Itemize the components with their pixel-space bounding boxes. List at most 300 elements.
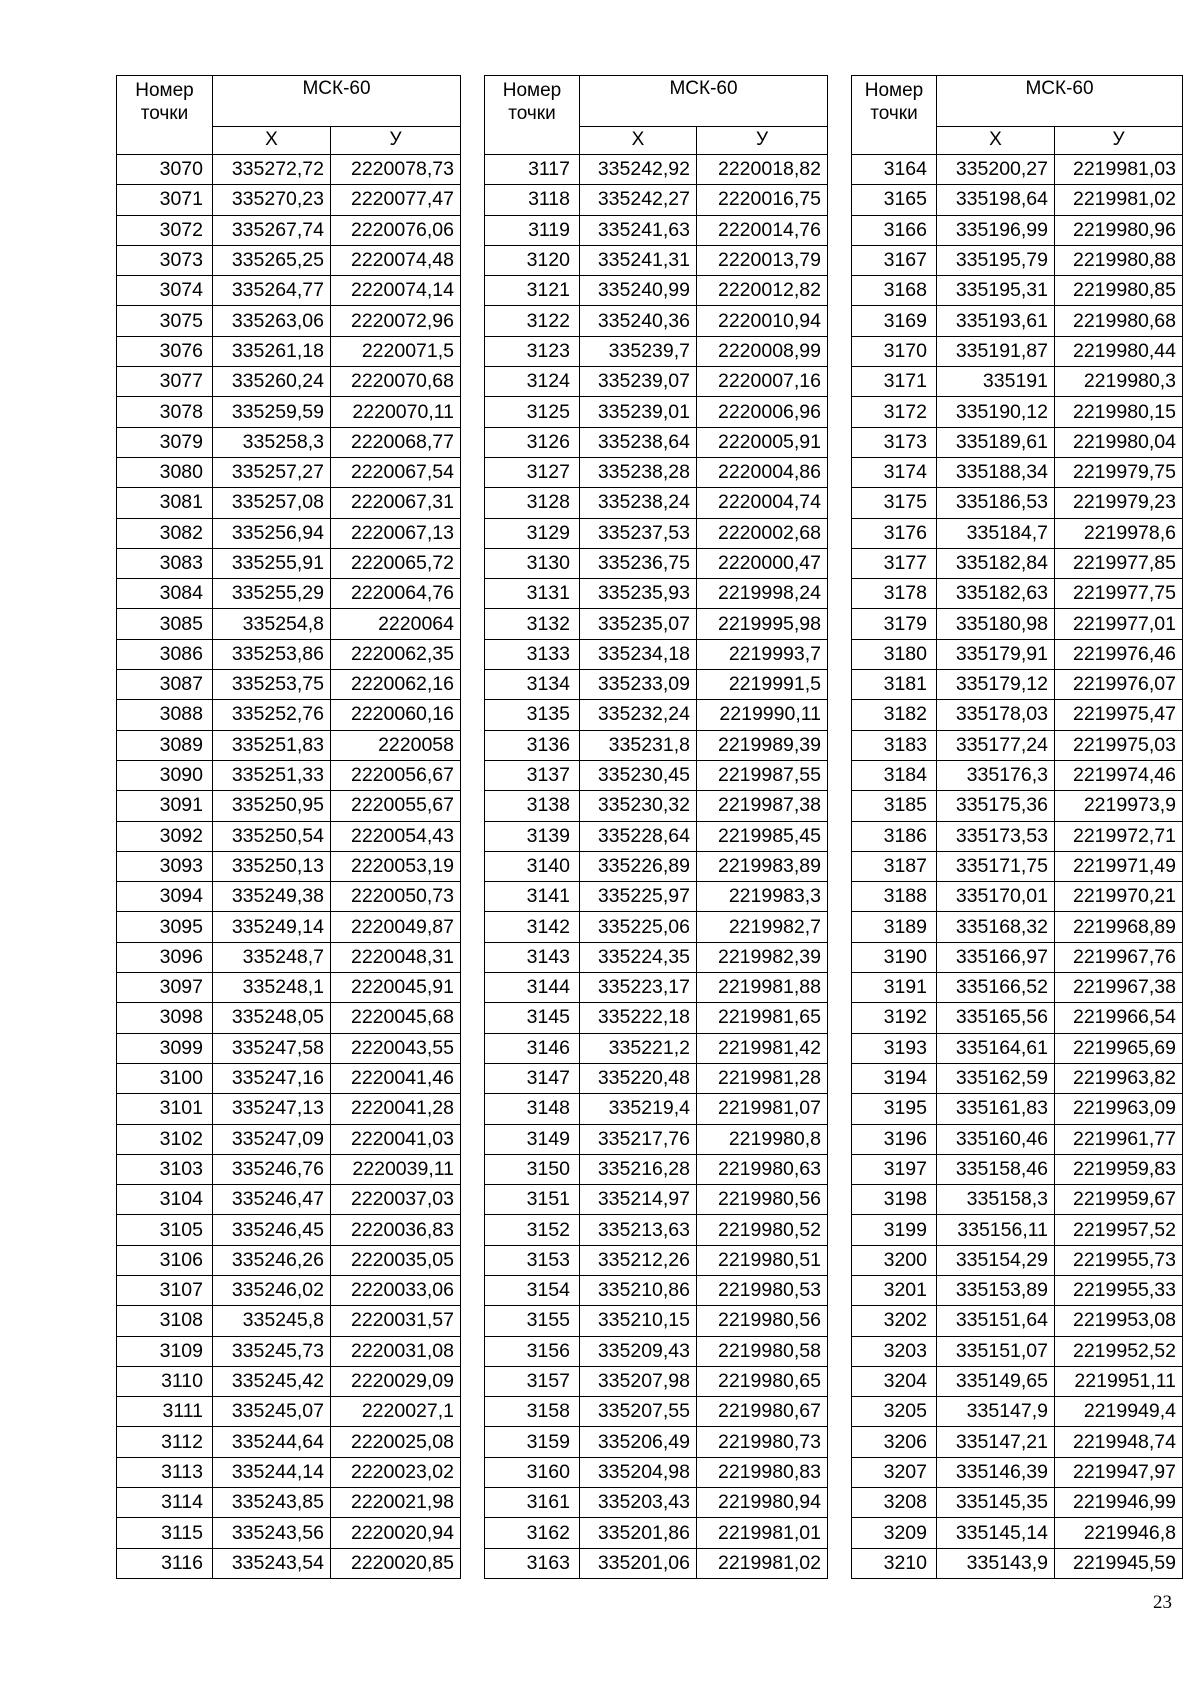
point-number-cell: 3155 — [485, 1306, 580, 1336]
x-coordinate-cell: 335242,27 — [580, 185, 697, 215]
y-coordinate-cell: 2220037,03 — [331, 1185, 461, 1215]
x-coordinate-cell: 335193,61 — [937, 306, 1055, 336]
point-number-cell: 3146 — [485, 1033, 580, 1063]
table-row — [485, 1488, 828, 1518]
x-coordinate-cell: 335156,11 — [937, 1215, 1055, 1245]
x-coordinate-cell: 335247,58 — [213, 1033, 331, 1063]
coordinates-table-1 — [116, 75, 461, 1579]
point-number-cell: 3116 — [117, 1548, 213, 1578]
table-row — [485, 609, 828, 639]
y-coordinate-cell: 2219974,46 — [1055, 760, 1183, 790]
y-coordinate-cell: 2219977,01 — [1055, 609, 1183, 639]
y-coordinate-cell: 2220077,47 — [331, 185, 461, 215]
y-coordinate-cell: 2219959,67 — [1055, 1185, 1183, 1215]
table-row — [852, 1063, 1183, 1093]
table-row — [485, 1427, 828, 1457]
x-coordinate-cell: 335230,45 — [580, 760, 697, 790]
y-coordinate-cell: 2220000,47 — [697, 548, 828, 578]
x-coordinate-cell: 335245,8 — [213, 1306, 331, 1336]
x-coordinate-cell: 335253,86 — [213, 639, 331, 669]
point-number-cell: 3207 — [852, 1457, 937, 1487]
x-coordinate-cell: 335238,64 — [580, 427, 697, 457]
y-coordinate-cell: 2220054,43 — [331, 821, 461, 851]
y-coordinate-cell: 2219949,4 — [1055, 1397, 1183, 1427]
y-coordinate-cell: 2220021,98 — [331, 1488, 461, 1518]
y-coordinate-cell: 2219959,83 — [1055, 1154, 1183, 1184]
point-number-cell: 3096 — [117, 942, 213, 972]
point-number-cell: 3100 — [117, 1063, 213, 1093]
y-coordinate-cell: 2220033,06 — [331, 1275, 461, 1305]
x-coordinate-cell: 335161,83 — [937, 1094, 1055, 1124]
y-coordinate-cell: 2220004,86 — [697, 457, 828, 487]
x-coordinate-cell: 335153,89 — [937, 1275, 1055, 1305]
x-coordinate-cell: 335248,7 — [213, 942, 331, 972]
x-coordinate-cell: 335261,18 — [213, 336, 331, 366]
table-row — [117, 1457, 461, 1487]
y-coordinate-cell: 2219980,04 — [1055, 427, 1183, 457]
y-coordinate-cell: 2220027,1 — [331, 1397, 461, 1427]
x-coordinate-cell: 335249,38 — [213, 882, 331, 912]
x-coordinate-cell: 335209,43 — [580, 1336, 697, 1366]
x-coordinate-cell: 335210,15 — [580, 1306, 697, 1336]
table-row — [117, 276, 461, 306]
y-coordinate-cell: 2219979,23 — [1055, 488, 1183, 518]
table-row — [852, 639, 1183, 669]
point-number-cell: 3072 — [117, 215, 213, 245]
x-coordinate-cell: 335200,27 — [937, 155, 1055, 185]
y-coordinate-cell: 2220008,99 — [697, 336, 828, 366]
x-coordinate-cell: 335234,18 — [580, 639, 697, 669]
table-row — [485, 821, 828, 851]
y-coordinate-cell: 2219976,46 — [1055, 639, 1183, 669]
point-number-cell: 3099 — [117, 1033, 213, 1063]
x-coordinate-cell: 335195,79 — [937, 245, 1055, 275]
point-number-cell: 3195 — [852, 1094, 937, 1124]
y-coordinate-cell: 2220007,16 — [697, 367, 828, 397]
x-header: Х — [937, 126, 1055, 154]
y-coordinate-cell: 2219981,02 — [697, 1548, 828, 1578]
point-number-cell: 3083 — [117, 548, 213, 578]
table-row — [485, 457, 828, 487]
table-row — [485, 518, 828, 548]
table-row — [117, 548, 461, 578]
table-row — [852, 791, 1183, 821]
x-coordinate-cell: 335242,92 — [580, 155, 697, 185]
x-coordinate-cell: 335201,06 — [580, 1548, 697, 1578]
point-number-cell: 3081 — [117, 488, 213, 518]
point-number-header: Номер точки — [117, 76, 213, 155]
table-row — [852, 306, 1183, 336]
table-row — [117, 1336, 461, 1366]
table-row — [485, 276, 828, 306]
x-coordinate-cell: 335250,95 — [213, 791, 331, 821]
x-coordinate-cell: 335207,55 — [580, 1397, 697, 1427]
y-coordinate-cell: 2220029,09 — [331, 1366, 461, 1396]
point-number-cell: 3182 — [852, 700, 937, 730]
y-coordinate-cell: 2219946,8 — [1055, 1518, 1183, 1548]
point-number-cell: 3202 — [852, 1306, 937, 1336]
y-coordinate-cell: 2220072,96 — [331, 306, 461, 336]
y-coordinate-cell: 2220014,76 — [697, 215, 828, 245]
table-row — [117, 1397, 461, 1427]
x-coordinate-cell: 335228,64 — [580, 821, 697, 851]
x-coordinate-cell: 335204,98 — [580, 1457, 697, 1487]
point-number-cell: 3163 — [485, 1548, 580, 1578]
x-coordinate-cell: 335170,01 — [937, 882, 1055, 912]
table-row — [485, 1245, 828, 1275]
point-number-cell: 3159 — [485, 1427, 580, 1457]
table-row — [117, 760, 461, 790]
y-coordinate-cell: 2220031,08 — [331, 1336, 461, 1366]
y-coordinate-cell: 2220067,54 — [331, 457, 461, 487]
x-coordinate-cell: 335240,36 — [580, 306, 697, 336]
y-coordinate-cell: 2220036,83 — [331, 1215, 461, 1245]
point-number-cell: 3192 — [852, 1003, 937, 1033]
point-number-cell: 3098 — [117, 1003, 213, 1033]
table-row — [485, 1094, 828, 1124]
point-number-cell: 3187 — [852, 851, 937, 881]
y-coordinate-cell: 2220041,03 — [331, 1124, 461, 1154]
table-row — [852, 1306, 1183, 1336]
y-header: У — [1055, 126, 1183, 154]
y-coordinate-cell: 2219990,11 — [697, 700, 828, 730]
table-row — [117, 1518, 461, 1548]
y-coordinate-cell: 2220070,68 — [331, 367, 461, 397]
x-coordinate-cell: 335179,91 — [937, 639, 1055, 669]
x-coordinate-cell: 335223,17 — [580, 973, 697, 1003]
x-coordinate-cell: 335191,87 — [937, 336, 1055, 366]
x-header: Х — [580, 126, 697, 154]
table-row — [485, 730, 828, 760]
table-row — [117, 791, 461, 821]
table-row — [117, 700, 461, 730]
point-number-cell: 3145 — [485, 1003, 580, 1033]
x-coordinate-cell: 335212,26 — [580, 1245, 697, 1275]
point-number-header: Номер точки — [485, 76, 580, 155]
x-coordinate-cell: 335247,13 — [213, 1094, 331, 1124]
point-number-cell: 3160 — [485, 1457, 580, 1487]
y-coordinate-cell: 2220005,91 — [697, 427, 828, 457]
point-number-cell: 3112 — [117, 1427, 213, 1457]
point-number-cell: 3087 — [117, 670, 213, 700]
x-coordinate-cell: 335243,85 — [213, 1488, 331, 1518]
y-coordinate-cell: 2219975,03 — [1055, 730, 1183, 760]
x-coordinate-cell: 335216,28 — [580, 1154, 697, 1184]
table-row — [485, 1397, 828, 1427]
table-row — [485, 185, 828, 215]
table-row — [852, 973, 1183, 1003]
y-coordinate-cell: 2220041,46 — [331, 1063, 461, 1093]
x-coordinate-cell: 335235,07 — [580, 609, 697, 639]
point-number-cell: 3101 — [117, 1094, 213, 1124]
table-row — [852, 367, 1183, 397]
y-coordinate-cell: 2219991,5 — [697, 670, 828, 700]
x-coordinate-cell: 335251,33 — [213, 760, 331, 790]
point-number-cell: 3102 — [117, 1124, 213, 1154]
x-coordinate-cell: 335217,76 — [580, 1124, 697, 1154]
x-coordinate-cell: 335231,8 — [580, 730, 697, 760]
table-row — [485, 670, 828, 700]
x-coordinate-cell: 335245,42 — [213, 1366, 331, 1396]
table-row — [852, 730, 1183, 760]
table-row — [117, 336, 461, 366]
point-number-cell: 3079 — [117, 427, 213, 457]
y-header: У — [331, 126, 461, 154]
point-number-cell: 3129 — [485, 518, 580, 548]
x-coordinate-cell: 335191 — [937, 367, 1055, 397]
table-row — [852, 1185, 1183, 1215]
table-row — [852, 1518, 1183, 1548]
x-coordinate-cell: 335166,52 — [937, 973, 1055, 1003]
y-coordinate-cell: 2219980,56 — [697, 1306, 828, 1336]
point-number-cell: 3118 — [485, 185, 580, 215]
y-coordinate-cell: 2219980,85 — [1055, 276, 1183, 306]
x-coordinate-cell: 335251,83 — [213, 730, 331, 760]
point-number-cell: 3104 — [117, 1185, 213, 1215]
table-row — [485, 791, 828, 821]
table-row — [852, 336, 1183, 366]
x-coordinate-cell: 335186,53 — [937, 488, 1055, 518]
point-number-cell: 3128 — [485, 488, 580, 518]
x-coordinate-cell: 335151,07 — [937, 1336, 1055, 1366]
table-row — [485, 1033, 828, 1063]
point-number-cell: 3165 — [852, 185, 937, 215]
point-number-cell: 3142 — [485, 912, 580, 942]
point-number-cell: 3157 — [485, 1366, 580, 1396]
point-number-cell: 3094 — [117, 882, 213, 912]
table-row — [485, 488, 828, 518]
x-coordinate-cell: 335243,54 — [213, 1548, 331, 1578]
x-coordinate-cell: 335147,9 — [937, 1397, 1055, 1427]
y-coordinate-cell: 2219951,11 — [1055, 1366, 1183, 1396]
table-row — [852, 609, 1183, 639]
x-coordinate-cell: 335243,56 — [213, 1518, 331, 1548]
x-coordinate-cell: 335246,02 — [213, 1275, 331, 1305]
y-coordinate-cell: 2219980,73 — [697, 1427, 828, 1457]
point-number-cell: 3158 — [485, 1397, 580, 1427]
x-coordinate-cell: 335173,53 — [937, 821, 1055, 851]
point-number-cell: 3210 — [852, 1548, 937, 1578]
coordinate-system-header: МСК-60 — [580, 76, 828, 127]
x-coordinate-cell: 335210,86 — [580, 1275, 697, 1305]
table-row — [485, 1457, 828, 1487]
x-coordinate-cell: 335237,53 — [580, 518, 697, 548]
y-coordinate-cell: 2220010,94 — [697, 306, 828, 336]
point-number-cell: 3164 — [852, 155, 937, 185]
point-number-cell: 3132 — [485, 609, 580, 639]
x-coordinate-cell: 335189,61 — [937, 427, 1055, 457]
y-coordinate-cell: 2219980,96 — [1055, 215, 1183, 245]
x-coordinate-cell: 335198,64 — [937, 185, 1055, 215]
table-row — [852, 1245, 1183, 1275]
point-number-cell: 3143 — [485, 942, 580, 972]
point-number-cell: 3169 — [852, 306, 937, 336]
point-number-cell: 3093 — [117, 851, 213, 881]
table-row — [485, 639, 828, 669]
x-coordinate-cell: 335195,31 — [937, 276, 1055, 306]
x-coordinate-cell: 335143,9 — [937, 1548, 1055, 1578]
x-coordinate-cell: 335219,4 — [580, 1094, 697, 1124]
x-coordinate-cell: 335240,99 — [580, 276, 697, 306]
point-number-cell: 3084 — [117, 579, 213, 609]
y-coordinate-cell: 2219967,76 — [1055, 942, 1183, 972]
page-number: 23 — [1153, 1592, 1172, 1613]
table-row — [117, 821, 461, 851]
table-row — [852, 1366, 1183, 1396]
table-row — [117, 1094, 461, 1124]
table-row — [485, 1366, 828, 1396]
point-number-cell: 3172 — [852, 397, 937, 427]
point-number-cell: 3109 — [117, 1336, 213, 1366]
point-number-cell: 3113 — [117, 1457, 213, 1487]
y-coordinate-cell: 2219987,38 — [697, 791, 828, 821]
y-coordinate-cell: 2220018,82 — [697, 155, 828, 185]
y-coordinate-cell: 2219971,49 — [1055, 851, 1183, 881]
table-row — [117, 882, 461, 912]
x-coordinate-cell: 335270,23 — [213, 185, 331, 215]
point-number-cell: 3161 — [485, 1488, 580, 1518]
x-coordinate-cell: 335206,49 — [580, 1427, 697, 1457]
x-coordinate-cell: 335201,86 — [580, 1518, 697, 1548]
point-number-header: Номер точки — [852, 76, 937, 155]
y-coordinate-cell: 2219980,15 — [1055, 397, 1183, 427]
point-number-cell: 3200 — [852, 1245, 937, 1275]
point-number-cell: 3088 — [117, 700, 213, 730]
y-coordinate-cell: 2219966,54 — [1055, 1003, 1183, 1033]
y-coordinate-cell: 2219968,89 — [1055, 912, 1183, 942]
y-coordinate-cell: 2219980,58 — [697, 1336, 828, 1366]
y-coordinate-cell: 2220013,79 — [697, 245, 828, 275]
table-row — [117, 488, 461, 518]
point-number-cell: 3181 — [852, 670, 937, 700]
table-row — [485, 851, 828, 881]
point-number-cell: 3077 — [117, 367, 213, 397]
y-coordinate-cell: 2219981,01 — [697, 1518, 828, 1548]
y-coordinate-cell: 2219980,52 — [697, 1215, 828, 1245]
table-row — [117, 185, 461, 215]
y-coordinate-cell: 2220004,74 — [697, 488, 828, 518]
x-coordinate-cell: 335255,91 — [213, 548, 331, 578]
x-coordinate-cell: 335220,48 — [580, 1063, 697, 1093]
x-coordinate-cell: 335245,07 — [213, 1397, 331, 1427]
y-coordinate-cell: 2220039,11 — [331, 1154, 461, 1184]
x-coordinate-cell: 335213,63 — [580, 1215, 697, 1245]
table-row — [117, 1033, 461, 1063]
table-row — [117, 973, 461, 1003]
point-number-cell: 3147 — [485, 1063, 580, 1093]
y-coordinate-cell: 2219957,52 — [1055, 1215, 1183, 1245]
point-number-cell: 3154 — [485, 1275, 580, 1305]
x-coordinate-cell: 335162,59 — [937, 1063, 1055, 1093]
y-coordinate-cell: 2219980,68 — [1055, 306, 1183, 336]
y-coordinate-cell: 2219967,38 — [1055, 973, 1183, 1003]
x-coordinate-cell: 335244,14 — [213, 1457, 331, 1487]
point-number-cell: 3117 — [485, 155, 580, 185]
table-row — [852, 882, 1183, 912]
point-number-cell: 3170 — [852, 336, 937, 366]
x-coordinate-cell: 335239,01 — [580, 397, 697, 427]
y-coordinate-cell: 2220002,68 — [697, 518, 828, 548]
table-row — [117, 306, 461, 336]
table-row — [117, 155, 461, 185]
x-coordinate-cell: 335175,36 — [937, 791, 1055, 821]
table-row — [485, 215, 828, 245]
table-row — [117, 245, 461, 275]
x-coordinate-cell: 335250,54 — [213, 821, 331, 851]
x-coordinate-cell: 335146,39 — [937, 1457, 1055, 1487]
y-coordinate-cell: 2220064 — [331, 609, 461, 639]
y-coordinate-cell: 2219981,02 — [1055, 185, 1183, 215]
x-coordinate-cell: 335182,63 — [937, 579, 1055, 609]
x-coordinate-cell: 335246,76 — [213, 1154, 331, 1184]
x-coordinate-cell: 335238,24 — [580, 488, 697, 518]
x-coordinate-cell: 335177,24 — [937, 730, 1055, 760]
y-coordinate-cell: 2219965,69 — [1055, 1033, 1183, 1063]
x-coordinate-cell: 335226,89 — [580, 851, 697, 881]
table-row — [852, 155, 1183, 185]
point-number-cell: 3106 — [117, 1245, 213, 1275]
y-coordinate-cell: 2219945,59 — [1055, 1548, 1183, 1578]
y-coordinate-cell: 2219981,42 — [697, 1033, 828, 1063]
point-number-cell: 3179 — [852, 609, 937, 639]
table-body — [485, 155, 828, 1579]
x-coordinate-cell: 335160,46 — [937, 1124, 1055, 1154]
point-number-cell: 3140 — [485, 851, 580, 881]
table-row — [117, 427, 461, 457]
point-number-cell: 3071 — [117, 185, 213, 215]
x-coordinate-cell: 335225,06 — [580, 912, 697, 942]
y-coordinate-cell: 2219961,77 — [1055, 1124, 1183, 1154]
y-coordinate-cell: 2220048,31 — [331, 942, 461, 972]
x-coordinate-cell: 335154,29 — [937, 1245, 1055, 1275]
point-number-cell: 3135 — [485, 700, 580, 730]
table-row — [852, 185, 1183, 215]
y-coordinate-cell: 2220064,76 — [331, 579, 461, 609]
point-number-cell: 3183 — [852, 730, 937, 760]
table-row — [485, 1215, 828, 1245]
x-coordinate-cell: 335178,03 — [937, 700, 1055, 730]
point-number-cell: 3150 — [485, 1154, 580, 1184]
table-row — [117, 1366, 461, 1396]
x-coordinate-cell: 335255,29 — [213, 579, 331, 609]
table-row — [117, 1427, 461, 1457]
x-coordinate-cell: 335149,65 — [937, 1366, 1055, 1396]
x-coordinate-cell: 335254,8 — [213, 609, 331, 639]
point-number-cell: 3176 — [852, 518, 937, 548]
table-row — [485, 973, 828, 1003]
table-row — [852, 518, 1183, 548]
table-row — [117, 518, 461, 548]
table-row — [117, 1306, 461, 1336]
y-coordinate-cell: 2219963,82 — [1055, 1063, 1183, 1093]
x-coordinate-cell: 335164,61 — [937, 1033, 1055, 1063]
x-coordinate-cell: 335253,75 — [213, 670, 331, 700]
table-row — [117, 1185, 461, 1215]
x-coordinate-cell: 335248,1 — [213, 973, 331, 1003]
point-number-cell: 3122 — [485, 306, 580, 336]
x-coordinate-cell: 335272,72 — [213, 155, 331, 185]
table-row — [852, 1003, 1183, 1033]
point-number-cell: 3137 — [485, 760, 580, 790]
table-row — [852, 215, 1183, 245]
x-coordinate-cell: 335247,09 — [213, 1124, 331, 1154]
y-coordinate-cell: 2220031,57 — [331, 1306, 461, 1336]
x-coordinate-cell: 335182,84 — [937, 548, 1055, 578]
x-coordinate-cell: 335179,12 — [937, 670, 1055, 700]
y-coordinate-cell: 2219955,33 — [1055, 1275, 1183, 1305]
x-coordinate-cell: 335230,32 — [580, 791, 697, 821]
x-coordinate-cell: 335165,56 — [937, 1003, 1055, 1033]
